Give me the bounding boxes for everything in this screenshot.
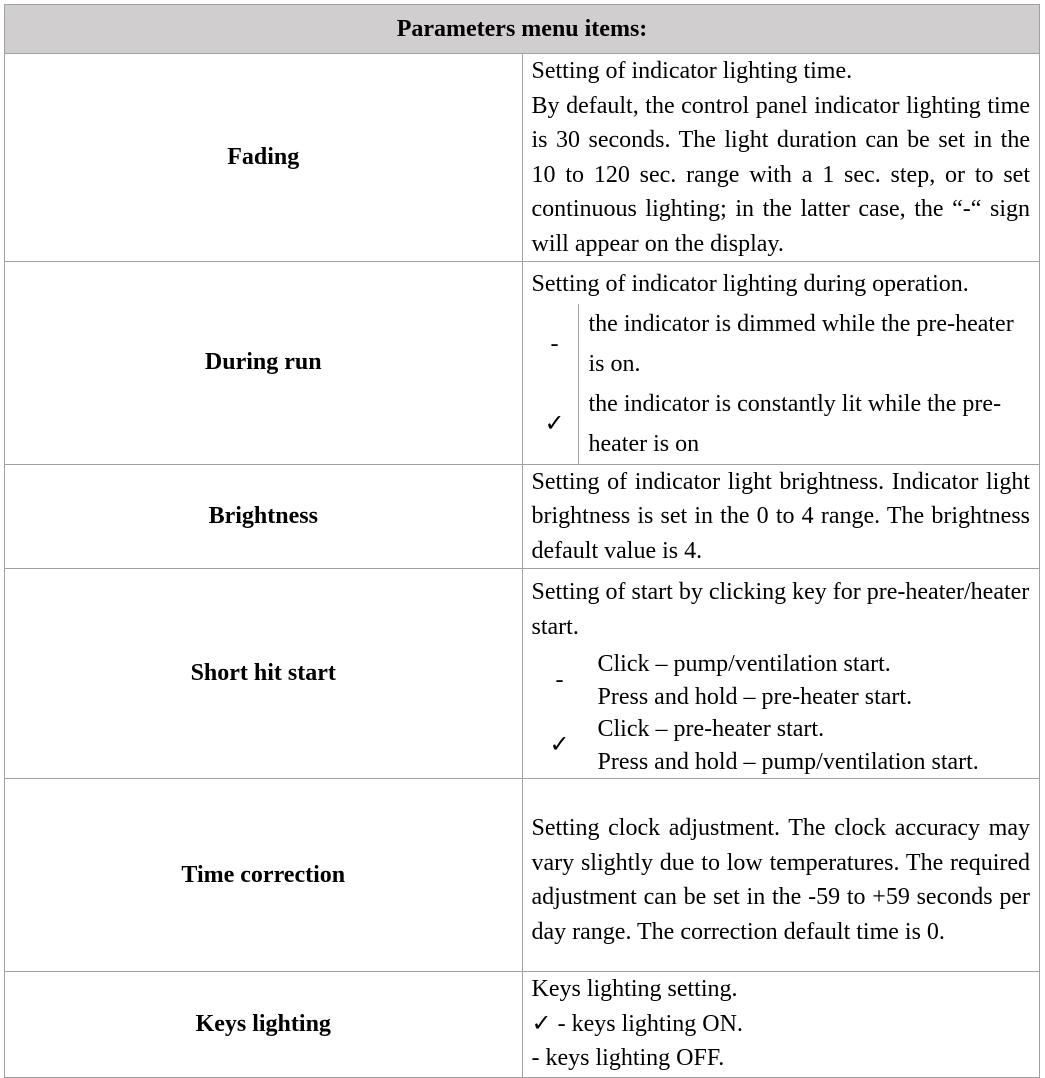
param-name: During run <box>5 262 523 465</box>
param-description <box>522 972 1040 1078</box>
option-text: the indicator is constantly lit while the pre-heater is on <box>588 390 1002 457</box>
description-line-dash: - keys lighting OFF. <box>531 1045 725 1071</box>
table-row-time-correction <box>5 779 1040 972</box>
option-line: Click – pre-heater start. <box>597 716 825 742</box>
param-name: Brightness <box>5 464 523 569</box>
option-row <box>532 713 979 778</box>
option-row <box>532 648 979 713</box>
option-row <box>532 304 1031 384</box>
options-table <box>532 648 979 778</box>
param-description <box>522 569 1040 779</box>
description-line: Setting of indicator lighting during operation. <box>531 271 969 297</box>
description-line-checkmark: ✓ - keys lighting ON. <box>531 1010 743 1037</box>
dash-icon: - <box>555 667 564 694</box>
table-row-brightness <box>5 464 1040 569</box>
option-text: the indicator is dimmed while the pre-heater is on. <box>588 310 1014 377</box>
param-description <box>522 54 1040 262</box>
param-name: Keys lighting <box>5 972 523 1078</box>
param-name: Short hit start <box>5 569 523 779</box>
option-line: Click – pump/ventilation start. <box>597 651 891 677</box>
table-row-fading <box>5 54 1040 262</box>
checkmark-icon: ✓ <box>532 384 579 464</box>
param-description <box>522 262 1040 465</box>
param-name: Time correction <box>5 779 523 972</box>
dash-icon: - <box>532 304 579 384</box>
checkmark-icon: ✓ <box>549 732 570 759</box>
table-row-keys-lighting <box>5 972 1040 1078</box>
option-text <box>598 713 979 778</box>
table-row-short-hit-start <box>5 569 1040 779</box>
table-title: Parameters menu items: <box>5 5 1040 54</box>
option-line: Press and hold – pre-heater start. <box>597 683 913 710</box>
option-text <box>598 648 979 713</box>
description-line: By default, the control panel indicator lighting time is 30 seconds. The light duration can be set in the 10 to 120 sec. range with a 1 sec. step, or to set continuous lighting; in the latter case, the “-“ sign will appear on the display. <box>531 92 1030 257</box>
param-description <box>522 779 1040 972</box>
description-line: Setting of indicator lighting time. <box>531 58 853 84</box>
param-name: Fading <box>5 54 523 262</box>
options-table <box>532 304 1031 464</box>
option-row <box>532 384 1031 464</box>
table-row-during-run <box>5 262 1040 465</box>
description-line: Setting of start by clicking key for pre-heater/heater start. <box>531 579 1030 640</box>
description-line: Setting clock adjustment. The clock accuracy may vary slightly due to low temperatures. The required adjustment can be set in the -59 to +59 seconds per day range. The correction default time is 0. <box>531 815 1030 945</box>
description-line: Keys lighting setting. <box>531 976 738 1002</box>
option-line: Press and hold – pump/ventilation start. <box>597 748 979 775</box>
parameters-table <box>4 4 1040 1078</box>
description-line: Setting of indicator light brightness. Indicator light brightness is set in the 0 to 4 range. The brightness default value is 4. <box>531 468 1030 564</box>
param-description <box>522 464 1040 569</box>
